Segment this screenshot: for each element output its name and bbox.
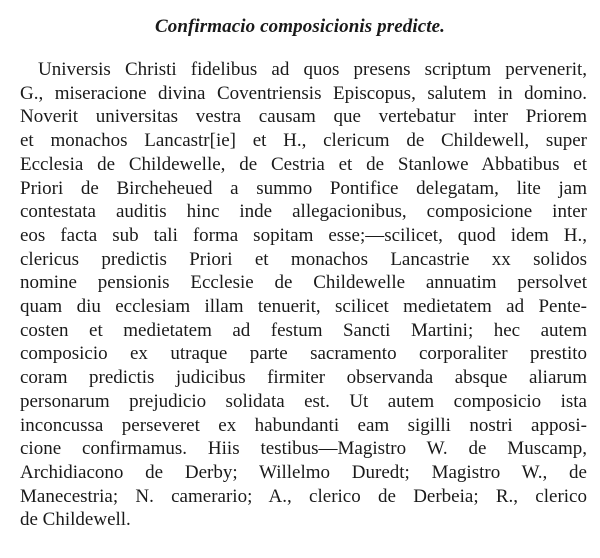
text-line: G., miseracione divina Coventriensis Episcopus, salutem in domino. — [20, 82, 587, 104]
text-line: Universis Christi fidelibus ad quos presens scriptum pervenerit, — [38, 59, 587, 80]
text-line: contestata auditis hinc inde allegacionibus, composicione inter — [20, 201, 587, 223]
text-line: nomine pensionis Ecclesie de Childewelle annuatim persolvet — [20, 272, 587, 294]
text-line: costen et medietatem ad festum Sancti Martini; hec autem — [20, 319, 587, 341]
text-line: quam diu ecclesiam illam tenuerit, scilicet medietatem ad Pente- — [20, 296, 587, 318]
text-line: eos facta sub tali forma sopitam esse;—scilicet, quod idem H., — [20, 224, 587, 246]
document-body — [20, 58, 587, 532]
text-line: inconcussa perseveret ex habundanti eam sigilli nostri apposi- — [20, 414, 587, 436]
text-line: de Childewell. — [20, 509, 131, 531]
document-title: Confirmacio composicionis predicte. — [154, 16, 446, 37]
text-line: et monachos Lancastr[ie] et H., clericum de Childewell, super — [20, 130, 587, 152]
text-line: coram predictis judicibus firmiter observanda absque aliarum — [20, 367, 587, 389]
text-line: Priori de Bircheheued a summo Pontifice delegatam, lite jam — [20, 177, 587, 199]
text-line: cione confirmamus. Hiis testibus—Magistro W. de Muscamp, — [20, 438, 587, 460]
text-line: Noverit universitas vestra causam que vertebatur inter Priorem — [20, 106, 587, 128]
text-line: Archidiacono de Derby; Willelmo Duredt; Magistro W., de — [20, 461, 587, 483]
text-line: personarum prejudicio solidata est. Ut autem composicio ista — [20, 390, 587, 412]
text-line: Ecclesia de Childewelle, de Cestria et de Stanlowe Abbatibus et — [20, 153, 587, 175]
text-line: composicio ex utraque parte sacramento corporaliter prestito — [20, 343, 587, 365]
text-line: Manecestria; N. camerario; A., clerico de Derbeia; R., clerico — [20, 485, 587, 507]
text-line: clericus predictis Priori et monachos Lancastrie xx solidos — [20, 248, 587, 270]
